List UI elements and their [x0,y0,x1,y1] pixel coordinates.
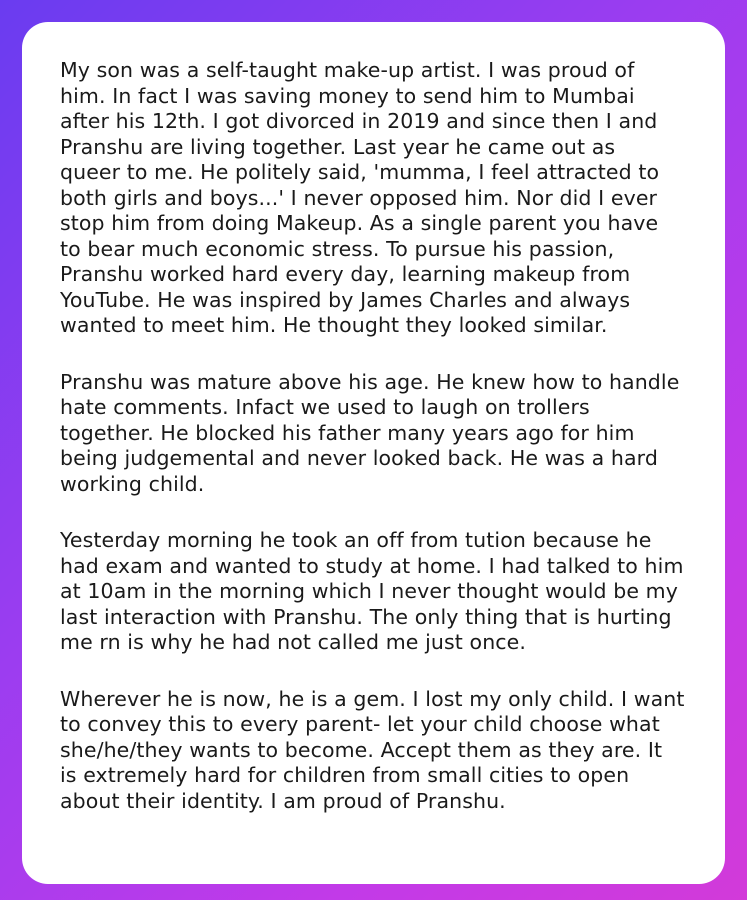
text-line: Pranshu was mature above his age. He knew how to handle [60,369,680,394]
text-line: working child. [60,471,205,496]
text-line: Yesterday morning he took an off from tution because he [60,528,652,552]
message-card [22,22,725,884]
text-line: me rn is why he had not called me just once. [60,630,526,654]
text-line: Wherever he is now, he is a gem. I lost my only child. I want [60,686,685,711]
text-line: queer to me. He politely said, 'mumma, I feel attracted to [60,160,660,184]
text-line: to convey this to every parent- let your child choose what [60,712,660,736]
paragraph-3 [60,528,695,656]
text-line: together. He blocked his father many years ago for him [60,420,635,445]
paragraph-gap [60,497,695,528]
text-line: both girls and boys...' I never opposed him. Nor did I ever [60,185,658,210]
text-line: at 10am in the morning which I never thought would be my [60,579,678,603]
text-line: My son was a self-taught make-up artist. I was proud of [60,58,635,82]
text-line: to bear much economic stress. To pursue his passion, [60,236,615,261]
paragraph-2 [60,370,695,498]
paragraph-4 [60,687,695,815]
text-line: about their identity. I am proud of Pranshu. [60,788,506,813]
text-line: she/he/they wants to become. Accept them as they are. It [60,737,663,762]
text-line: him. In fact I was saving money to send him to Mumbai [60,83,635,108]
text-line: wanted to meet him. He thought they looked similar. [60,313,608,337]
text-line: after his 12th. I got divorced in 2019 and since then I and [60,109,658,133]
text-line: is extremely hard for children from small cities to open [60,763,630,787]
text-line: had exam and wanted to study at home. I had talked to him [60,553,684,578]
text-line: Pranshu worked hard every day, learning makeup from [60,262,631,286]
text-line: YouTube. He was inspired by James Charles and always [60,287,631,312]
paragraph-gap [60,656,695,687]
text-line: being judgemental and never looked back. He was a hard [60,446,658,470]
paragraph-gap [60,339,695,370]
text-line: stop him from doing Makeup. As a single parent you have [60,211,659,235]
text-line: last interaction with Pranshu. The only thing that is hurting [60,604,672,629]
text-line: hate comments. Infact we used to laugh on trollers [60,395,590,419]
paragraph-1 [60,58,695,339]
text-line: Pranshu are living together. Last year he came out as [60,134,616,159]
